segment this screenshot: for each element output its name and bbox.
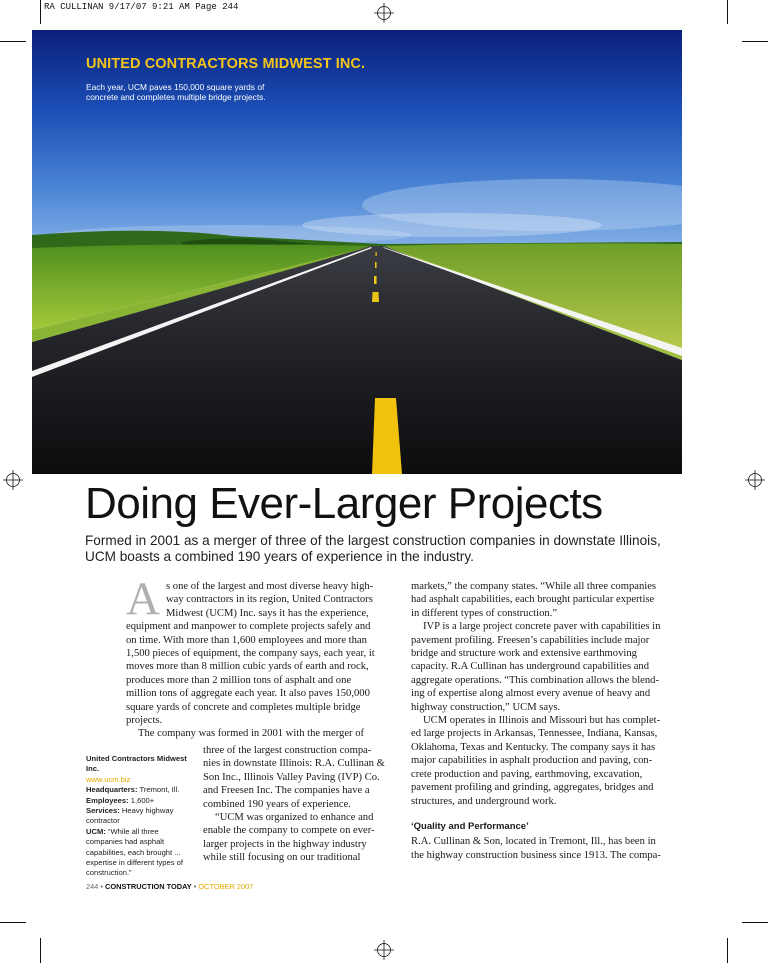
body-line: moves more than 8 million cubic yards of earth and rock, [126, 661, 369, 673]
page-number: 244 [86, 882, 99, 891]
crop-mark [742, 922, 768, 923]
issue-date: OCTOBER 2007 [198, 882, 254, 891]
body-line: combined 190 years of experience. [203, 798, 351, 810]
company-website-link[interactable]: www.ucm.biz [86, 774, 131, 784]
article-headline: Doing Ever-Larger Projects [85, 479, 603, 528]
registration-mark-icon [374, 940, 394, 960]
body-line: crete production and paving, earthmoving, excavation, [411, 768, 643, 780]
body-line: “UCM was organized to enhance and [215, 812, 374, 824]
body-line: enable the company to compete on ever- [203, 825, 375, 837]
body-line: in different types of construction.” [411, 607, 558, 619]
body-line: Son Inc., Illinois Valley Paving (IVP) Co. [203, 771, 380, 783]
magazine-name: CONSTRUCTION TODAY [105, 882, 192, 891]
crop-mark [742, 41, 768, 42]
body-line: while still focusing on our traditional [203, 852, 361, 864]
body-line: highway construction,” UCM says. [411, 701, 561, 713]
body-line: IVP is a large project concrete paver with capabilities in [423, 621, 661, 633]
crop-mark [40, 0, 41, 24]
body-line: pavement profiling. Freesen’s capabilities include major [411, 634, 650, 646]
drop-cap: A [126, 573, 160, 625]
fact-box-title: United Contractors Midwest Inc. [86, 754, 187, 774]
fact-employees: Employees: 1,600+ [86, 795, 155, 805]
body-line: way contractors in its region, United Contractors [166, 594, 373, 606]
crop-mark [0, 41, 26, 42]
body-line: capacity. R.A Cullinan has underground capabilities and [411, 661, 650, 673]
body-line: The company was formed in 2001 with the merger of [138, 728, 365, 740]
body-line: Oklahoma, Texas and Kentucky. The company says it has [411, 741, 656, 753]
body-line: aggregate operations. “This combination allows the blend- [411, 674, 659, 686]
crop-mark [40, 938, 41, 963]
body-line: structures, and underground work. [411, 795, 557, 807]
fact-ucm-quote: UCM: “While all three companies had asphalt capabilities, each brought ... expertise in different types of construction.” [86, 826, 183, 878]
body-line: R.A. Cullinan & Son, located in Tremont, Ill., has been in [411, 836, 656, 848]
fact-services: Services: Heavy highway contractor [86, 806, 174, 826]
body-line: larger projects in the highway industry [203, 838, 367, 850]
crop-mark [0, 922, 26, 923]
registration-mark-icon [745, 470, 765, 490]
body-line: pavement profiling and grinding, aggregates, bridges and [411, 782, 654, 794]
body-line: nies in downstate Illinois: R.A. Cullinan & [203, 758, 385, 770]
body-line: and Freesen Inc. The companies have a [203, 785, 370, 797]
body-line: had asphalt capabilities, each brought particular expertise [411, 594, 655, 606]
hero-title: UNITED CONTRACTORS MIDWEST INC. [86, 56, 366, 72]
crop-mark [727, 938, 728, 963]
registration-mark-icon [3, 470, 23, 490]
body-line: ing of expertise along almost every avenue of heavy and [411, 688, 651, 700]
body-line: major capabilities in asphalt production and paving, con- [411, 755, 653, 767]
article-column-1b [203, 744, 396, 865]
page-folio: 244 • CONSTRUCTION TODAY • OCTOBER 2007 [86, 882, 254, 891]
article-column-2 [411, 580, 677, 862]
article-column-1 [126, 580, 396, 741]
body-line: the highway construction business since 1913. The compa- [411, 849, 661, 861]
body-line: bridge and structure work and extensive earthmoving [411, 648, 637, 660]
body-line: markets,” the company states. “While all three companies [411, 581, 657, 592]
body-line: three of the largest construction compa- [203, 745, 372, 756]
company-fact-box [86, 754, 194, 879]
hero-photo [32, 30, 682, 474]
body-line: UCM operates in Illinois and Missouri but has complet- [423, 715, 661, 727]
body-line: on time. With more than 1,600 employees and more than [126, 634, 367, 646]
body-line: produces more than 2 million tons of asphalt and one [126, 674, 352, 686]
crop-mark [727, 0, 728, 24]
body-line: 1,500 pieces of equipment, the company says, each year, it [126, 648, 375, 660]
body-line: s one of the largest and most diverse heavy high- [166, 581, 374, 592]
body-line: projects. [126, 715, 163, 727]
body-line: ed large projects in Arkansas, Tennessee, Indiana, Kansas, [411, 728, 658, 740]
hero-caption: Each year, UCM paves 150,000 square yards of concrete and completes multiple bridge projects. [86, 82, 266, 102]
registration-mark-icon [374, 3, 394, 23]
body-line: equipment and manpower to complete projects safely and [126, 621, 371, 633]
section-subhead: ‘Quality and Performance’ [411, 820, 529, 832]
fact-headquarters: Headquarters: Tremont, Ill. [86, 785, 180, 795]
print-slug: RA CULLINAN 9/17/07 9:21 AM Page 244 [44, 2, 239, 12]
body-line: Midwest (UCM) Inc. says it has the experience, [166, 607, 369, 619]
body-line: million tons of aggregate each year. It also paves 150,000 [126, 688, 370, 700]
article-deck: Formed in 2001 as a merger of three of the largest construction companies in downstate Illinois, UCM boasts a combined 190 years of experience in the industry. [85, 533, 661, 564]
body-line: square yards of concrete and completes multiple bridge [126, 701, 361, 713]
